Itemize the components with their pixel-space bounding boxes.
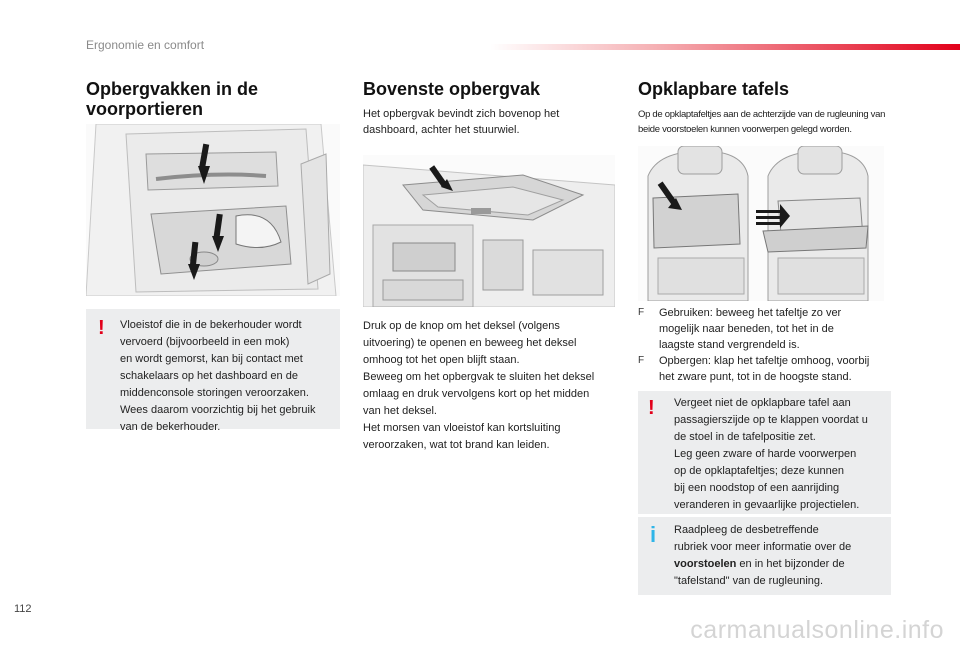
info-rest: en in het bijzonder de (736, 558, 845, 570)
text-line: het zware punt, tot in de hoogste stand. (659, 371, 852, 383)
text-line: Leg geen zware of harde voorwerpen (674, 448, 857, 460)
title-door-storage-line2: voorportieren (86, 99, 204, 119)
text-line: Druk op de knop om het deksel (volgens (363, 320, 560, 332)
warning-cupholder-text (120, 317, 335, 436)
title-door-storage-line1: Opbergvakken in de (86, 79, 259, 99)
intro-folding-tables (638, 107, 896, 137)
text-line: veroorzaken, wat tot brand kan leiden. (363, 439, 550, 451)
text-line: Het morsen van vloeistof kan kortsluiting (363, 422, 561, 434)
text-line: middenconsole storingen veroorzaken. (120, 387, 309, 399)
bullet-marker: F (638, 307, 645, 318)
text-line: Gebruiken: beweeg het tafeltje zo ver (659, 307, 842, 319)
list-item (638, 353, 900, 385)
text-line: Wees daarom voorzichtig bij het gebruik (120, 404, 316, 416)
text-line: "tafelstand" van de rugleuning. (674, 575, 824, 587)
bullet-marker: F (638, 355, 645, 366)
text-line: van de bekerhouder. (120, 421, 221, 433)
bullet-list-folding-tables (638, 305, 900, 385)
text-line: op de opklaptafeltjes; deze kunnen (674, 465, 845, 477)
text-line: Vloeistof die in de bekerhouder wordt (120, 319, 302, 331)
warning-folding-tables (638, 391, 891, 514)
watermark: carmanualsonline.info (690, 616, 944, 644)
figure-door-pockets (86, 124, 340, 296)
text-line: vervoerd (bijvoorbeeld in een mok) (120, 336, 290, 348)
text-line: schakelaars op het dashboard en de (120, 370, 298, 382)
warning-icon: ! (648, 397, 655, 419)
list-item (638, 305, 900, 353)
text-line: Het opbergvak bevindt zich bovenop het (363, 108, 560, 120)
text-line: en wordt gemorst, kan bij contact met (120, 353, 303, 365)
section-header: Ergonomie en comfort (86, 38, 205, 52)
text-line: Op de opklaptafeltjes aan de achterzijde van de rugleuning van (638, 109, 886, 120)
text-line: rubriek voor meer informatie over de (674, 541, 852, 553)
text-line: veranderen in gevaarlijke projectielen. (674, 499, 860, 511)
text-line: beide voorstoelen kunnen voorwerpen gelegd worden. (638, 124, 852, 135)
warning-icon: ! (98, 317, 105, 339)
figure-seat-tables (638, 146, 884, 301)
title-upper-storage: Bovenste opbergvak (363, 79, 541, 99)
text-line: omlaag en druk vervolgens kort op het midden (363, 388, 590, 400)
text-line: omhoog tot het open blijft staan. (363, 354, 520, 366)
intro-upper-storage (363, 106, 613, 138)
figure-dashboard-storage (363, 155, 615, 307)
text-line: Opbergen: klap het tafeltje omhoog, voorbij (659, 355, 870, 367)
title-door-storage (86, 79, 346, 119)
text-line (674, 556, 888, 573)
text-line: bij een noodstop of een aanrijding (674, 482, 840, 494)
info-emphasis: voorstoelen (674, 558, 737, 570)
info-icon: i (650, 522, 657, 547)
page-number: 112 (14, 603, 32, 615)
info-seats-text (674, 522, 888, 590)
info-seats (638, 517, 891, 595)
text-line: uitvoering) te openen en beweeg het deksel (363, 337, 577, 349)
text-line: mogelijk naar beneden, tot het in de (659, 323, 834, 335)
text-line: Vergeet niet de opklapbare tafel aan (674, 397, 851, 409)
title-folding-tables: Opklapbare tafels (638, 79, 790, 99)
text-line: Beweeg om het opbergvak te sluiten het deksel (363, 371, 595, 383)
text-line: Raadpleeg de desbetreffende (674, 524, 819, 536)
header-accent-bar (490, 44, 960, 50)
text-line: laagste stand vergrendeld is. (659, 339, 800, 351)
text-line: de stoel in de tafelpositie zet. (674, 431, 816, 443)
text-line: van het deksel. (363, 405, 437, 417)
warning-cupholder (86, 309, 340, 433)
text-line: passagierszijde op te klappen voordat u (674, 414, 868, 426)
body-upper-storage (363, 318, 615, 454)
warning-folding-tables-text (674, 395, 888, 514)
text-line: dashboard, achter het stuurwiel. (363, 124, 520, 136)
